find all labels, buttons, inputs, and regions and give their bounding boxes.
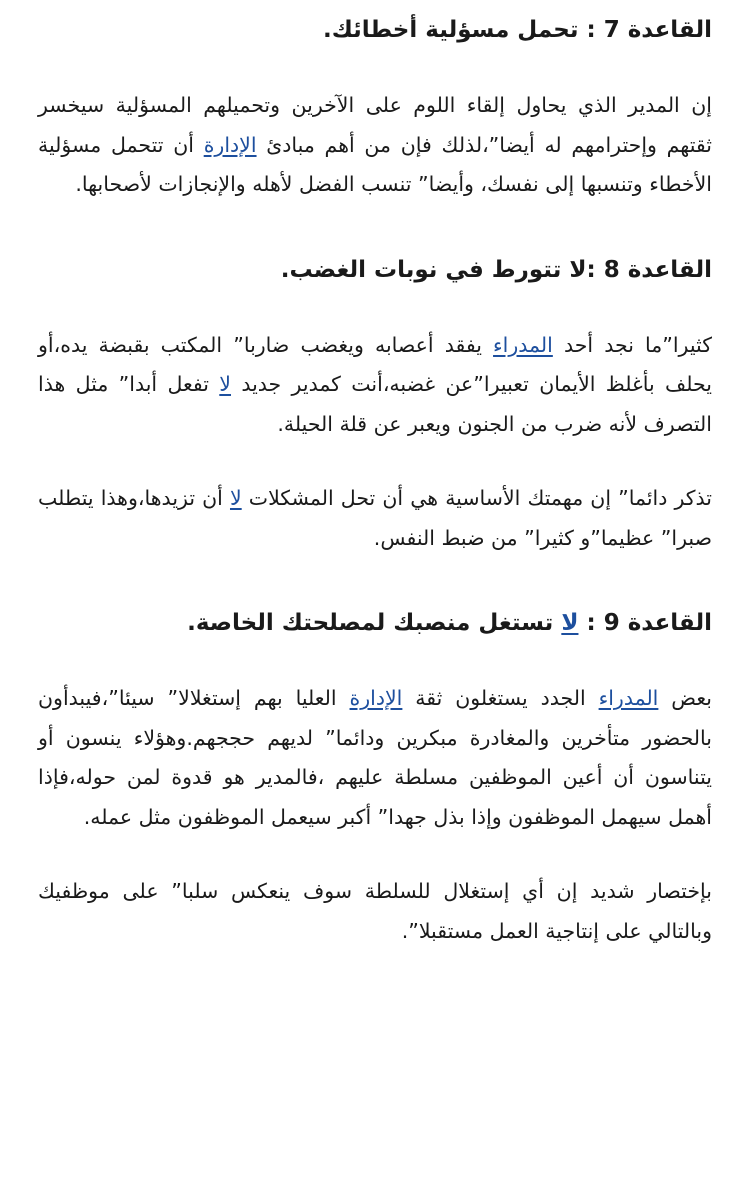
text-segment: تفعل أبدا” مثل هذا التصرف لأنه ضرب من الجنون ويعبر عن قلة الحيلة. bbox=[38, 372, 712, 436]
text-segment: كثيرا”ما نجد أحد bbox=[552, 332, 712, 357]
rule-7-paragraph bbox=[38, 86, 712, 205]
link-managers[interactable]: المدراء bbox=[493, 332, 553, 357]
rule-9-paragraph-2: بإختصار شديد إن أي إستغلال للسلطة سوف ينعكس سلبا” على موظفيك وبالتالي على إنتاجية العمل مستقبلا”. bbox=[38, 879, 712, 943]
rule-8-paragraph-1 bbox=[38, 326, 712, 445]
text-segment: العليا بهم إستغلالا” سيئا”،فيبدأون بالحضور متأخرين والمغادرة مبكرين ودائما” لديهم حججهم.وهؤلاء ينسون أو يتناسون أن أعين الموظفين مسلطة عليهم ،فالمدير هو قدوة لمن حوله،فإذا أهمل سيهمل الموظفون وإذا بذل جهدا” أكبر سيعمل الموظفون مثل عمله. bbox=[38, 686, 712, 829]
rule-7-heading: القاعدة 7 : تحمل مسؤلية أخطائك. bbox=[322, 17, 712, 43]
heading-segment: تستغل منصبك لمصلحتك الخاصة. bbox=[187, 610, 562, 636]
rule-9-heading bbox=[38, 603, 712, 643]
link-no[interactable]: لا bbox=[219, 372, 231, 396]
link-no[interactable]: لا bbox=[561, 610, 579, 636]
rule-8-paragraph-2 bbox=[38, 479, 712, 558]
rule-9-paragraph-1 bbox=[38, 679, 712, 837]
rule-8-heading: القاعدة 8 :لا تتورط في نوبات الغضب. bbox=[280, 256, 712, 283]
text-segment: الجدد يستغلون ثقة bbox=[402, 686, 599, 710]
text-segment: تذكر دائما” إن مهمتك الأساسية هي أن تحل المشكلات bbox=[241, 486, 713, 510]
text-segment: إن المدير الذي يحاول إلقاء اللوم على الآخرين وتحميلهم المسؤلية سيخسر ثقتهم وإحترامهم له أيضا”،لذلك فإن من أهم مبادئ bbox=[38, 93, 712, 157]
link-administration[interactable]: الإدارة bbox=[349, 686, 403, 710]
link-managers[interactable]: المدراء bbox=[598, 686, 659, 710]
text-segment: يفقد أعصابه ويغضب ضاربا” المكتب بقبضة يده،أو يحلف بأغلظ الأيمان تعبيرا”عن غضبه،أنت كمدير جديد bbox=[38, 332, 712, 396]
text-segment: أن تزيدها،وهذا يتطلب صبرا” عظيما”و كثيرا” من ضبط النفس. bbox=[38, 486, 712, 550]
heading-segment: القاعدة 9 : bbox=[578, 610, 712, 636]
text-segment: أن تتحمل مسؤلية الأخطاء وتنسبها إلى نفسك، وأيضا” تنسب الفضل لأهله والإنجازات لأصحابها. bbox=[38, 132, 712, 196]
link-administration[interactable]: الإدارة bbox=[203, 132, 257, 157]
link-no[interactable]: لا bbox=[229, 486, 242, 510]
text-segment: بعض bbox=[658, 686, 712, 710]
article-body bbox=[38, 0, 712, 951]
